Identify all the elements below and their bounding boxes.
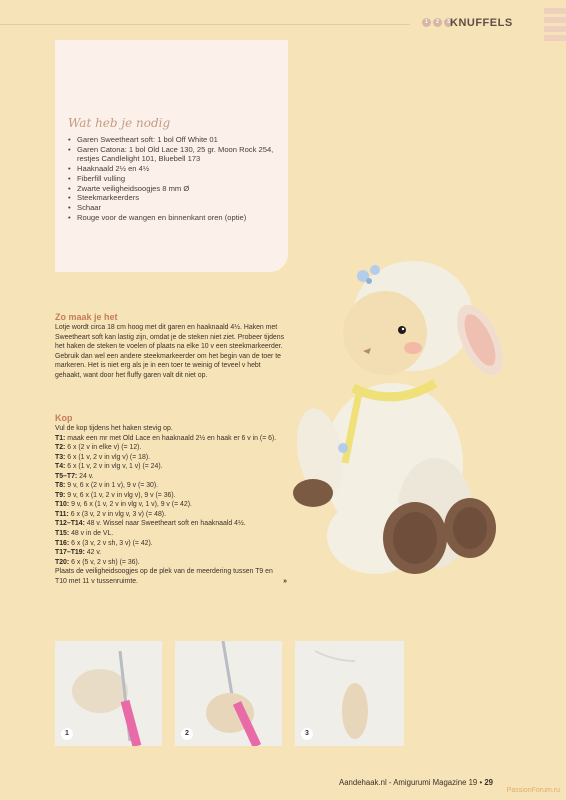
- footer-site: Aandehaak.nl: [339, 778, 387, 787]
- step-photo: [295, 641, 404, 746]
- lamb-amigurumi-photo: [285, 248, 510, 613]
- materials-heading: Wat heb je nodig: [68, 116, 171, 130]
- materials-item: • Haaknaald 2½ en 4½: [68, 164, 276, 174]
- page-number: 29: [484, 778, 494, 787]
- kop-section: [55, 413, 287, 586]
- kop-row: T15: 48 v in de VL.: [55, 530, 114, 538]
- kop-row: T20: 6 x (5 v, 2 v sh) (= 36).: [55, 558, 140, 566]
- kop-row: T8: 9 v, 6 x (2 v in 1 v), 9 v (= 30).: [55, 482, 159, 490]
- difficulty-dot: 3: [444, 18, 453, 27]
- step-number: 2: [181, 728, 193, 740]
- materials-item: • Zwarte veiligheidsoogjes 8 mm Ø: [68, 184, 276, 194]
- kop-row: T16: 6 x (3 v, 2 v sh, 3 v) (= 42).: [55, 539, 153, 547]
- kop-row: T1: maak een mr met Old Lace en haaknaald 2½ en haak er 6 v in (= 6).: [55, 434, 277, 442]
- section-title: KNUFFELS: [450, 17, 513, 29]
- intro-heading: Zo maak je het: [55, 312, 118, 322]
- materials-item: • Garen Sweetheart soft: 1 bol Off White 01: [68, 135, 276, 145]
- kop-lead: Vul de kop tijdens het haken stevig op.: [55, 425, 173, 432]
- kop-row: T4: 6 x (1 v, 2 v in vlg v, 1 v) (= 24).: [55, 463, 163, 471]
- kop-row: T9: 9 v, 6 x (1 v, 2 v in vlg v), 9 v (= 36).: [55, 491, 176, 499]
- decorative-side-bars: [544, 8, 566, 44]
- kop-row: T3: 6 x (1 v, 2 v in vlg v) (= 18).: [55, 453, 151, 461]
- step-photo: [175, 641, 282, 746]
- kop-row: T10: 9 v, 6 x (1 v, 2 v in vlg v, 1 v), 9 v (= 42).: [55, 501, 192, 509]
- difficulty-dot: 2: [433, 18, 442, 27]
- footer-bullet: •: [479, 778, 483, 787]
- intro-section: [55, 312, 287, 380]
- header-rule: [0, 24, 410, 25]
- difficulty-dot: 1: [422, 18, 431, 27]
- page-footer: Aandehaak.nl - Amigurumi Magazine 19 • 29: [339, 778, 494, 787]
- materials-item: • Garen Catona: 1 bol Old Lace 130, 25 gr. Moon Rock 254, restjes Candlelight 101, Bluebell 173: [68, 145, 276, 164]
- kop-heading: Kop: [55, 413, 73, 423]
- kop-closing: Plaats de veiligheidsoogjes op de plek van de meerdering tussen T9 en T10 met 11 v tussenruimte. »: [55, 568, 287, 585]
- continue-arrow-icon: »: [283, 577, 287, 585]
- watermark: PassionForum.ru: [506, 787, 560, 794]
- difficulty-dots: [422, 18, 453, 27]
- step-number: 1: [61, 728, 73, 740]
- materials-item: • Fiberfill vulling: [68, 174, 276, 184]
- materials-item: • Rouge voor de wangen en binnenkant oren (optie): [68, 213, 276, 223]
- step-photo: [55, 641, 162, 746]
- intro-text: Lotje wordt circa 18 cm hoog met dit garen en haaknaald 4½. Haken met Sweetheart soft kan lastig zijn, omdat je de steken niet ziet. Probeer tijdens het haken de steken te voelen of plaats na elke 10 v een steekmarkeerder. Gebruik dan wel een andere steekmarkeerder om het begin van de toer te markeren. Het is niet erg als je in een toer te weinig of teveel v hebt gehaakt, want door het fluffy garen valt dit niet op.: [55, 324, 285, 379]
- kop-row: T11: 6 x (3 v, 2 v in vlg v, 3 v) (= 48).: [55, 510, 166, 518]
- step-number: 3: [301, 728, 313, 740]
- kop-row: T12–T14: 48 v. Wissel naar Sweetheart soft en haaknaald 4½.: [55, 520, 246, 528]
- materials-item: • Schaar: [68, 203, 276, 213]
- materials-list: [68, 135, 276, 222]
- materials-box: [55, 40, 288, 272]
- kop-row: T2: 6 x (2 v in elke v) (= 12).: [55, 444, 142, 452]
- materials-item: • Steekmarkeerders: [68, 193, 276, 203]
- kop-row: T5–T7: 24 v.: [55, 472, 94, 480]
- kop-row: T17–T19: 42 v.: [55, 549, 102, 557]
- footer-magazine: Amigurumi Magazine 19: [393, 778, 478, 787]
